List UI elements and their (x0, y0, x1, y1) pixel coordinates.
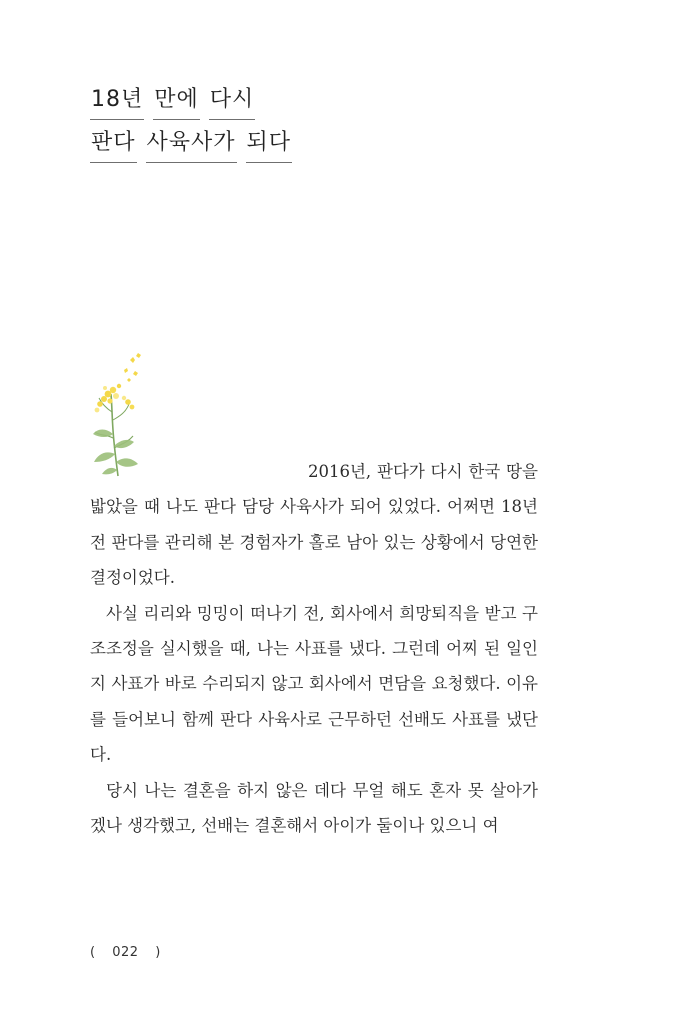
body-paragraph: 2016년, 판다가 다시 한국 땅을 밟았을 때 나도 판다 담당 사육사가 되어 있었다. 어쩌면 18년 전 판다를 관리해 본 경험자가 홀로 남아 있는 상황에서 당연한 결정이었다. (90, 462, 538, 588)
page-number: 022 (112, 945, 139, 960)
page-number-footer (90, 945, 161, 960)
title-word: 되다 (246, 129, 293, 163)
flower-blossoms (95, 384, 135, 413)
chapter-title-line-2 (90, 129, 292, 163)
body-text (90, 454, 538, 843)
page-number-close-paren: ) (155, 945, 161, 960)
title-word: 사육사가 (146, 129, 237, 163)
chapter-title-line-1 (90, 86, 292, 120)
title-word: 만에 (153, 86, 200, 120)
title-word: 다시 (209, 86, 256, 120)
body-paragraph: 사실 리리와 밍밍이 떠나기 전, 회사에서 희망퇴직을 받고 구조조정을 실시했을 때, 나는 사표를 냈다. 그런데 어찌 된 일인지 사표가 바로 수리되지 않고 회사에서 면담을 요청했다. 이유를 들어보니 함께 판다 사육사로 근무하던 선배도 사표를 냈단다. (90, 603, 538, 765)
title-word: 18년 (90, 86, 144, 120)
page-number-open-paren: ( (90, 945, 96, 960)
body-paragraph: 당시 나는 결혼을 하지 않은 데다 무얼 해도 혼자 못 살아가겠나 생각했고, 선배는 결혼해서 아이가 둘이나 있으니 여 (90, 780, 538, 836)
paragraph-indent-space (90, 454, 308, 488)
flower-petals-floating (124, 353, 141, 382)
chapter-title (90, 86, 292, 172)
title-word: 판다 (90, 129, 137, 163)
